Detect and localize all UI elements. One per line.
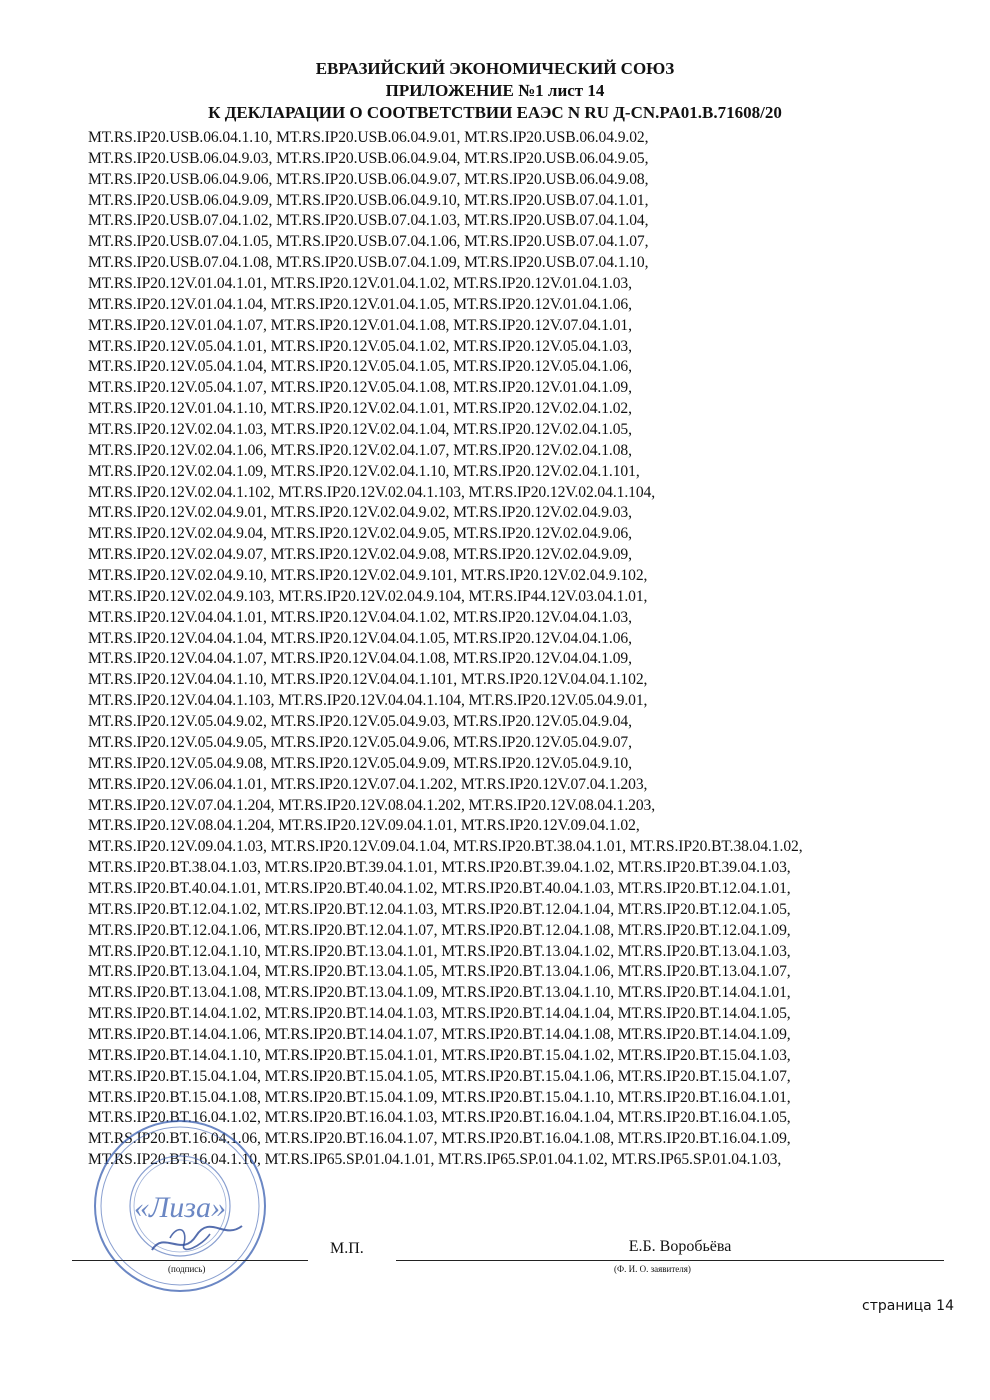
model-list-line: MT.RS.IP20.BT.38.04.1.03, MT.RS.IP20.BT.39.04.1.01, MT.RS.IP20.BT.39.04.1.02, MT.RS.IP20.BT.39.04.1.03, [88, 859, 791, 877]
document-title: ЕВРАЗИЙСКИЙ ЭКОНОМИЧЕСКИЙ СОЮЗ [315, 59, 675, 78]
model-list-line: MT.RS.IP20.12V.01.04.1.10, MT.RS.IP20.12V.02.04.1.01, MT.RS.IP20.12V.02.04.1.02, [88, 400, 632, 418]
model-list-line: MT.RS.IP20.12V.02.04.1.102, MT.RS.IP20.12V.02.04.1.103, MT.RS.IP20.12V.02.04.1.104, [88, 483, 656, 501]
seal-place-label: М.П. [330, 1240, 364, 1257]
model-list-line: MT.RS.IP20.BT.12.04.1.06, MT.RS.IP20.BT.12.04.1.07, MT.RS.IP20.BT.12.04.1.08, MT.RS.IP20.BT.12.04.1.09, [88, 921, 791, 939]
model-list-line: MT.RS.IP20.BT.15.04.1.04, MT.RS.IP20.BT.15.04.1.05, MT.RS.IP20.BT.15.04.1.06, MT.RS.IP20.BT.15.04.1.07, [88, 1067, 791, 1085]
model-list-line: MT.RS.IP20.12V.01.04.1.04, MT.RS.IP20.12V.01.04.1.05, MT.RS.IP20.12V.01.04.1.06, [88, 295, 632, 313]
model-list-line: MT.RS.IP20.USB.06.04.9.03, MT.RS.IP20.USB.06.04.9.04, MT.RS.IP20.USB.06.04.9.05, [88, 149, 649, 167]
model-list-line: MT.RS.IP20.BT.40.04.1.01, MT.RS.IP20.BT.40.04.1.02, MT.RS.IP20.BT.40.04.1.03, MT.RS.IP20.BT.12.04.1.01, [88, 879, 791, 897]
model-list-line: MT.RS.IP20.12V.01.04.1.01, MT.RS.IP20.12V.01.04.1.02, MT.RS.IP20.12V.01.04.1.03, [88, 275, 632, 293]
signature-caption: (подпись) [168, 1264, 206, 1274]
model-list-line: MT.RS.IP20.12V.08.04.1.204, MT.RS.IP20.12V.09.04.1.01, MT.RS.IP20.12V.09.04.1.02, [88, 817, 640, 835]
model-list [88, 128, 968, 1171]
model-list-line: MT.RS.IP20.12V.04.04.1.10, MT.RS.IP20.12V.04.04.1.101, MT.RS.IP20.12V.04.04.1.102, [88, 671, 648, 689]
model-list-line: MT.RS.IP20.12V.05.04.1.01, MT.RS.IP20.12V.05.04.1.02, MT.RS.IP20.12V.05.04.1.03, [88, 337, 632, 355]
model-list-line: MT.RS.IP20.BT.14.04.1.06, MT.RS.IP20.BT.14.04.1.07, MT.RS.IP20.BT.14.04.1.08, MT.RS.IP20.BT.14.04.1.09, [88, 1025, 791, 1043]
model-list-line: MT.RS.IP20.12V.02.04.9.10, MT.RS.IP20.12V.02.04.9.101, MT.RS.IP20.12V.02.04.9.102, [88, 567, 648, 585]
model-list-line: MT.RS.IP20.12V.02.04.1.09, MT.RS.IP20.12V.02.04.1.10, MT.RS.IP20.12V.02.04.1.101, [88, 462, 640, 480]
appendix-title: ПРИЛОЖЕНИЕ №1 лист 14 [385, 81, 605, 100]
svg-text:«Лиза»: «Лиза» [133, 1191, 227, 1224]
model-list-line: MT.RS.IP20.BT.14.04.1.02, MT.RS.IP20.BT.14.04.1.03, MT.RS.IP20.BT.14.04.1.04, MT.RS.IP20.BT.14.04.1.05, [88, 1005, 791, 1023]
model-list-line: MT.RS.IP20.12V.09.04.1.03, MT.RS.IP20.12V.09.04.1.04, MT.RS.IP20.BT.38.04.1.01, MT.RS.IP20.BT.38.04.1.02, [88, 838, 803, 856]
model-list-line: MT.RS.IP20.12V.05.04.1.04, MT.RS.IP20.12V.05.04.1.05, MT.RS.IP20.12V.05.04.1.06, [88, 358, 632, 376]
model-list-line: MT.RS.IP20.12V.04.04.1.01, MT.RS.IP20.12V.04.04.1.02, MT.RS.IP20.12V.04.04.1.03, [88, 608, 632, 626]
model-list-line: MT.RS.IP20.12V.04.04.1.103, MT.RS.IP20.12V.04.04.1.104, MT.RS.IP20.12V.05.04.9.01, [88, 692, 648, 710]
model-list-line: MT.RS.IP20.12V.02.04.1.03, MT.RS.IP20.12V.02.04.1.04, MT.RS.IP20.12V.02.04.1.05, [88, 421, 632, 439]
model-list-line: MT.RS.IP20.BT.14.04.1.10, MT.RS.IP20.BT.15.04.1.01, MT.RS.IP20.BT.15.04.1.02, MT.RS.IP20.BT.15.04.1.03, [88, 1046, 791, 1064]
model-list-line: MT.RS.IP20.12V.05.04.1.07, MT.RS.IP20.12V.05.04.1.08, MT.RS.IP20.12V.01.04.1.09, [88, 379, 632, 397]
model-list-line: MT.RS.IP20.USB.06.04.1.10, MT.RS.IP20.USB.06.04.9.01, MT.RS.IP20.USB.06.04.9.02, [88, 129, 649, 146]
model-list-line: MT.RS.IP20.12V.01.04.1.07, MT.RS.IP20.12V.01.04.1.08, MT.RS.IP20.12V.07.04.1.01, [88, 316, 632, 334]
model-list-line: MT.RS.IP20.USB.06.04.9.09, MT.RS.IP20.USB.06.04.9.10, MT.RS.IP20.USB.07.04.1.01, [88, 191, 649, 209]
model-list-line: MT.RS.IP20.12V.02.04.1.06, MT.RS.IP20.12V.02.04.1.07, MT.RS.IP20.12V.02.04.1.08, [88, 441, 632, 459]
model-list-line: MT.RS.IP20.USB.07.04.1.02, MT.RS.IP20.USB.07.04.1.03, MT.RS.IP20.USB.07.04.1.04, [88, 212, 649, 230]
model-list-line: MT.RS.IP20.BT.16.04.1.02, MT.RS.IP20.BT.16.04.1.03, MT.RS.IP20.BT.16.04.1.04, MT.RS.IP20.BT.16.04.1.05, [88, 1109, 791, 1127]
model-list-line: MT.RS.IP20.BT.16.04.1.06, MT.RS.IP20.BT.16.04.1.07, MT.RS.IP20.BT.16.04.1.08, MT.RS.IP20.BT.16.04.1.09, [88, 1130, 791, 1148]
model-list-line: MT.RS.IP20.12V.02.04.9.04, MT.RS.IP20.12V.02.04.9.05, MT.RS.IP20.12V.02.04.9.06, [88, 525, 632, 543]
model-list-line: MT.RS.IP20.BT.12.04.1.10, MT.RS.IP20.BT.13.04.1.01, MT.RS.IP20.BT.13.04.1.02, MT.RS.IP20.BT.13.04.1.03, [88, 942, 791, 960]
model-list-line: MT.RS.IP20.12V.04.04.1.07, MT.RS.IP20.12V.04.04.1.08, MT.RS.IP20.12V.04.04.1.09, [88, 650, 632, 668]
model-list-line: MT.RS.IP20.12V.05.04.9.02, MT.RS.IP20.12V.05.04.9.03, MT.RS.IP20.12V.05.04.9.04, [88, 713, 632, 731]
model-list-line: MT.RS.IP20.BT.12.04.1.02, MT.RS.IP20.BT.12.04.1.03, MT.RS.IP20.BT.12.04.1.04, MT.RS.IP20.BT.12.04.1.05, [88, 900, 791, 918]
signatory-name: Е.Б. Воробьёва [628, 1238, 732, 1255]
page-number: страница 14 [862, 1298, 954, 1314]
model-list-line: MT.RS.IP20.USB.06.04.9.06, MT.RS.IP20.USB.06.04.9.07, MT.RS.IP20.USB.06.04.9.08, [88, 170, 649, 188]
model-list-line: MT.RS.IP20.12V.07.04.1.204, MT.RS.IP20.12V.08.04.1.202, MT.RS.IP20.12V.08.04.1.203, [88, 796, 656, 814]
name-caption: (Ф. И. О. заявителя) [614, 1264, 691, 1274]
model-list-line: MT.RS.IP20.BT.13.04.1.04, MT.RS.IP20.BT.13.04.1.05, MT.RS.IP20.BT.13.04.1.06, MT.RS.IP20.BT.13.04.1.07, [88, 963, 791, 981]
model-list-line: MT.RS.IP20.BT.15.04.1.08, MT.RS.IP20.BT.15.04.1.09, MT.RS.IP20.BT.15.04.1.10, MT.RS.IP20.BT.16.04.1.01, [88, 1088, 791, 1106]
model-list-line: MT.RS.IP20.12V.05.04.9.08, MT.RS.IP20.12V.05.04.9.09, MT.RS.IP20.12V.05.04.9.10, [88, 754, 632, 772]
model-list-line: MT.RS.IP20.USB.07.04.1.05, MT.RS.IP20.USB.07.04.1.06, MT.RS.IP20.USB.07.04.1.07, [88, 233, 649, 251]
model-list-line: MT.RS.IP20.12V.02.04.9.103, MT.RS.IP20.12V.02.04.9.104, MT.RS.IP44.12V.03.04.1.01, [88, 587, 648, 605]
model-list-line: MT.RS.IP20.12V.06.04.1.01, MT.RS.IP20.12V.07.04.1.202, MT.RS.IP20.12V.07.04.1.203, [88, 775, 648, 793]
model-list-line: MT.RS.IP20.12V.05.04.9.05, MT.RS.IP20.12V.05.04.9.06, MT.RS.IP20.12V.05.04.9.07, [88, 733, 632, 751]
name-line [396, 1260, 944, 1261]
model-list-line: MT.RS.IP20.12V.04.04.1.04, MT.RS.IP20.12V.04.04.1.05, MT.RS.IP20.12V.04.04.1.06, [88, 629, 632, 647]
model-list-line: MT.RS.IP20.USB.07.04.1.08, MT.RS.IP20.USB.07.04.1.09, MT.RS.IP20.USB.07.04.1.10, [88, 254, 649, 272]
model-list-line: MT.RS.IP20.12V.02.04.9.07, MT.RS.IP20.12V.02.04.9.08, MT.RS.IP20.12V.02.04.9.09, [88, 546, 632, 564]
model-list-line: MT.RS.IP20.BT.16.04.1.10, MT.RS.IP65.SP.01.04.1.01, MT.RS.IP65.SP.01.04.1.02, MT.RS.IP65.SP.01.04.1.03, [88, 1151, 782, 1169]
model-list-line: MT.RS.IP20.BT.13.04.1.08, MT.RS.IP20.BT.13.04.1.09, MT.RS.IP20.BT.13.04.1.10, MT.RS.IP20.BT.14.04.1.01, [88, 984, 791, 1002]
declaration-title: К ДЕКЛАРАЦИИ О СООТВЕТСТВИИ ЕАЭС N RU Д-CN.PA01.B.71608/20 [208, 103, 782, 122]
signature-line [72, 1260, 308, 1261]
model-list-line: MT.RS.IP20.12V.02.04.9.01, MT.RS.IP20.12V.02.04.9.02, MT.RS.IP20.12V.02.04.9.03, [88, 504, 632, 522]
